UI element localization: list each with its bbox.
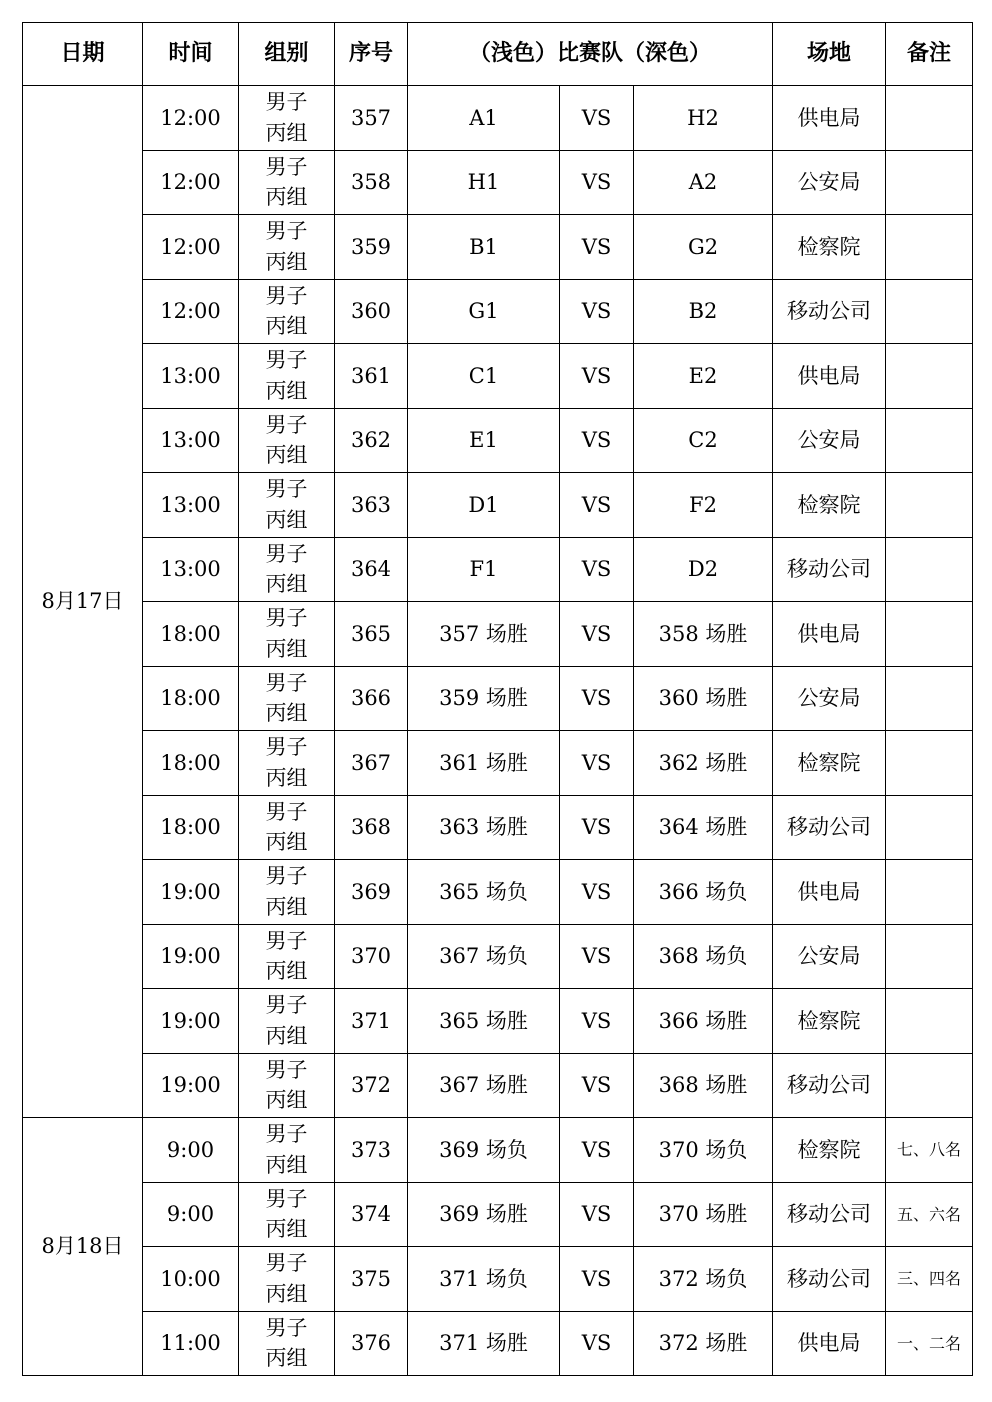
group-line2: 丙组	[265, 830, 308, 855]
time-cell: 13:00	[143, 408, 239, 473]
time-cell: 12:00	[143, 86, 239, 151]
vs-cell: VS	[560, 1311, 634, 1376]
light-team-cell: G1	[408, 279, 560, 344]
table-row	[23, 537, 973, 602]
table-row	[23, 1118, 973, 1183]
venue-cell: 供电局	[773, 1311, 886, 1376]
table-row	[23, 731, 973, 796]
light-team-cell: A1	[408, 86, 560, 151]
group-line2: 丙组	[265, 443, 308, 468]
group-cell	[239, 1053, 335, 1118]
group-line2: 丙组	[265, 959, 308, 984]
group-line1: 男子	[265, 477, 308, 502]
venue-cell: 移动公司	[773, 795, 886, 860]
venue-cell: 检察院	[773, 1118, 886, 1183]
time-cell: 18:00	[143, 731, 239, 796]
vs-cell: VS	[560, 150, 634, 215]
group-line1: 男子	[265, 928, 308, 953]
time-cell: 12:00	[143, 150, 239, 215]
light-team-cell: E1	[408, 408, 560, 473]
seq-cell: 375	[335, 1247, 408, 1312]
table-row	[23, 1247, 973, 1312]
table-row	[23, 408, 973, 473]
group-cell	[239, 150, 335, 215]
seq-cell: 369	[335, 860, 408, 925]
group-line1: 男子	[265, 799, 308, 824]
seq-cell: 376	[335, 1311, 408, 1376]
dark-team-cell: 366 场负	[634, 860, 773, 925]
group-line2: 丙组	[265, 1152, 308, 1177]
group-cell	[239, 1311, 335, 1376]
dark-team-cell: H2	[634, 86, 773, 151]
seq-cell: 358	[335, 150, 408, 215]
group-line1: 男子	[265, 993, 308, 1018]
time-cell: 9:00	[143, 1182, 239, 1247]
time-cell: 12:00	[143, 279, 239, 344]
group-line2: 丙组	[265, 572, 308, 597]
venue-cell: 检察院	[773, 473, 886, 538]
dark-team-cell: 364 场胜	[634, 795, 773, 860]
venue-cell: 公安局	[773, 408, 886, 473]
seq-cell: 367	[335, 731, 408, 796]
group-line1: 男子	[265, 1186, 308, 1211]
group-line1: 男子	[265, 1122, 308, 1147]
note-cell	[886, 989, 973, 1054]
dark-team-cell: A2	[634, 150, 773, 215]
venue-cell: 移动公司	[773, 537, 886, 602]
light-team-cell: C1	[408, 344, 560, 409]
seq-cell: 363	[335, 473, 408, 538]
table-row	[23, 1053, 973, 1118]
group-line2: 丙组	[265, 765, 308, 790]
light-team-cell: 365 场胜	[408, 989, 560, 1054]
group-line2: 丙组	[265, 314, 308, 339]
group-line1: 男子	[265, 1057, 308, 1082]
note-cell	[886, 215, 973, 280]
time-cell: 18:00	[143, 602, 239, 667]
dark-team-cell: 370 场胜	[634, 1182, 773, 1247]
group-cell	[239, 795, 335, 860]
light-team-cell: 357 场胜	[408, 602, 560, 667]
vs-cell: VS	[560, 666, 634, 731]
time-cell: 12:00	[143, 215, 239, 280]
table-row	[23, 1311, 973, 1376]
header-teams: （浅色）比赛队（深色）	[408, 23, 773, 86]
note-cell	[886, 731, 973, 796]
light-team-cell: 369 场胜	[408, 1182, 560, 1247]
table-row	[23, 86, 973, 151]
light-team-cell: 369 场负	[408, 1118, 560, 1183]
dark-team-cell: 368 场负	[634, 924, 773, 989]
header-date: 日期	[23, 23, 143, 86]
table-row	[23, 215, 973, 280]
note-cell	[886, 602, 973, 667]
vs-cell: VS	[560, 1182, 634, 1247]
venue-cell: 供电局	[773, 860, 886, 925]
group-line1: 男子	[265, 1251, 308, 1276]
dark-team-cell: 362 场胜	[634, 731, 773, 796]
venue-cell: 供电局	[773, 86, 886, 151]
table-row	[23, 924, 973, 989]
time-cell: 13:00	[143, 344, 239, 409]
note-cell: 三、四名	[886, 1247, 973, 1312]
time-cell: 13:00	[143, 473, 239, 538]
light-team-cell: 363 场胜	[408, 795, 560, 860]
dark-team-cell: 372 场负	[634, 1247, 773, 1312]
seq-cell: 372	[335, 1053, 408, 1118]
light-team-cell: D1	[408, 473, 560, 538]
group-cell	[239, 473, 335, 538]
header-venue: 场地	[773, 23, 886, 86]
venue-cell: 公安局	[773, 666, 886, 731]
light-team-cell: F1	[408, 537, 560, 602]
dark-team-cell: 360 场胜	[634, 666, 773, 731]
group-line1: 男子	[265, 735, 308, 760]
group-line1: 男子	[265, 864, 308, 889]
note-cell	[886, 537, 973, 602]
table-row	[23, 150, 973, 215]
table-row	[23, 1182, 973, 1247]
note-cell: 一、二名	[886, 1311, 973, 1376]
group-line2: 丙组	[265, 1088, 308, 1113]
seq-cell: 366	[335, 666, 408, 731]
time-cell: 19:00	[143, 924, 239, 989]
light-team-cell: 365 场负	[408, 860, 560, 925]
group-cell	[239, 344, 335, 409]
time-cell: 18:00	[143, 666, 239, 731]
group-line2: 丙组	[265, 249, 308, 274]
note-cell	[886, 795, 973, 860]
time-cell: 19:00	[143, 860, 239, 925]
dark-team-cell: D2	[634, 537, 773, 602]
seq-cell: 371	[335, 989, 408, 1054]
seq-cell: 357	[335, 86, 408, 151]
schedule-body	[23, 86, 973, 1376]
seq-cell: 370	[335, 924, 408, 989]
group-cell	[239, 86, 335, 151]
table-row	[23, 666, 973, 731]
group-line1: 男子	[265, 606, 308, 631]
seq-cell: 374	[335, 1182, 408, 1247]
seq-cell: 368	[335, 795, 408, 860]
group-line1: 男子	[265, 670, 308, 695]
group-line2: 丙组	[265, 1281, 308, 1306]
vs-cell: VS	[560, 731, 634, 796]
time-cell: 19:00	[143, 989, 239, 1054]
note-cell	[886, 666, 973, 731]
note-cell: 七、八名	[886, 1118, 973, 1183]
light-team-cell: 367 场胜	[408, 1053, 560, 1118]
group-line1: 男子	[265, 541, 308, 566]
table-row	[23, 795, 973, 860]
header-time: 时间	[143, 23, 239, 86]
group-cell	[239, 1247, 335, 1312]
group-line2: 丙组	[265, 378, 308, 403]
group-cell	[239, 924, 335, 989]
table-row	[23, 860, 973, 925]
light-team-cell: 371 场负	[408, 1247, 560, 1312]
seq-cell: 359	[335, 215, 408, 280]
note-cell	[886, 473, 973, 538]
group-cell	[239, 1182, 335, 1247]
vs-cell: VS	[560, 279, 634, 344]
seq-cell: 361	[335, 344, 408, 409]
group-line1: 男子	[265, 348, 308, 373]
group-cell	[239, 537, 335, 602]
venue-cell: 检察院	[773, 731, 886, 796]
dark-team-cell: 366 场胜	[634, 989, 773, 1054]
venue-cell: 移动公司	[773, 1053, 886, 1118]
dark-team-cell: B2	[634, 279, 773, 344]
group-line2: 丙组	[265, 636, 308, 661]
table-row	[23, 279, 973, 344]
venue-cell: 移动公司	[773, 1182, 886, 1247]
group-line2: 丙组	[265, 185, 308, 210]
header-note: 备注	[886, 23, 973, 86]
vs-cell: VS	[560, 344, 634, 409]
venue-cell: 公安局	[773, 150, 886, 215]
vs-cell: VS	[560, 924, 634, 989]
group-cell	[239, 666, 335, 731]
seq-cell: 362	[335, 408, 408, 473]
vs-cell: VS	[560, 1053, 634, 1118]
date-cell: 8月18日	[23, 1118, 143, 1376]
light-team-cell: 371 场胜	[408, 1311, 560, 1376]
dark-team-cell: 368 场胜	[634, 1053, 773, 1118]
group-line1: 男子	[265, 219, 308, 244]
group-cell	[239, 215, 335, 280]
group-line2: 丙组	[265, 894, 308, 919]
group-cell	[239, 989, 335, 1054]
venue-cell: 供电局	[773, 344, 886, 409]
group-line1: 男子	[265, 90, 308, 115]
note-cell	[886, 408, 973, 473]
venue-cell: 移动公司	[773, 279, 886, 344]
vs-cell: VS	[560, 1118, 634, 1183]
venue-cell: 检察院	[773, 215, 886, 280]
group-cell	[239, 279, 335, 344]
vs-cell: VS	[560, 537, 634, 602]
vs-cell: VS	[560, 1247, 634, 1312]
venue-cell: 移动公司	[773, 1247, 886, 1312]
header-seq: 序号	[335, 23, 408, 86]
time-cell: 11:00	[143, 1311, 239, 1376]
group-line2: 丙组	[265, 1023, 308, 1048]
light-team-cell: B1	[408, 215, 560, 280]
group-line1: 男子	[265, 412, 308, 437]
dark-team-cell: G2	[634, 215, 773, 280]
vs-cell: VS	[560, 860, 634, 925]
seq-cell: 364	[335, 537, 408, 602]
light-team-cell: 361 场胜	[408, 731, 560, 796]
group-line1: 男子	[265, 283, 308, 308]
group-cell	[239, 731, 335, 796]
venue-cell: 供电局	[773, 602, 886, 667]
vs-cell: VS	[560, 989, 634, 1054]
seq-cell: 365	[335, 602, 408, 667]
dark-team-cell: 370 场负	[634, 1118, 773, 1183]
group-line1: 男子	[265, 154, 308, 179]
note-cell	[886, 344, 973, 409]
note-cell	[886, 150, 973, 215]
table-row	[23, 344, 973, 409]
group-line1: 男子	[265, 1315, 308, 1340]
vs-cell: VS	[560, 408, 634, 473]
group-cell	[239, 860, 335, 925]
vs-cell: VS	[560, 473, 634, 538]
seq-cell: 360	[335, 279, 408, 344]
venue-cell: 检察院	[773, 989, 886, 1054]
date-cell: 8月17日	[23, 86, 143, 1118]
vs-cell: VS	[560, 795, 634, 860]
vs-cell: VS	[560, 86, 634, 151]
schedule-table	[22, 22, 973, 1376]
time-cell: 19:00	[143, 1053, 239, 1118]
table-row	[23, 989, 973, 1054]
dark-team-cell: 358 场胜	[634, 602, 773, 667]
group-cell	[239, 408, 335, 473]
venue-cell: 公安局	[773, 924, 886, 989]
time-cell: 18:00	[143, 795, 239, 860]
note-cell	[886, 86, 973, 151]
table-row	[23, 602, 973, 667]
light-team-cell: H1	[408, 150, 560, 215]
note-cell	[886, 279, 973, 344]
time-cell: 10:00	[143, 1247, 239, 1312]
note-cell	[886, 924, 973, 989]
group-line2: 丙组	[265, 120, 308, 145]
group-line2: 丙组	[265, 507, 308, 532]
header-group: 组别	[239, 23, 335, 86]
group-line2: 丙组	[265, 1217, 308, 1242]
vs-cell: VS	[560, 602, 634, 667]
dark-team-cell: E2	[634, 344, 773, 409]
group-cell	[239, 602, 335, 667]
dark-team-cell: 372 场胜	[634, 1311, 773, 1376]
light-team-cell: 359 场胜	[408, 666, 560, 731]
group-line2: 丙组	[265, 1346, 308, 1371]
note-cell	[886, 860, 973, 925]
dark-team-cell: F2	[634, 473, 773, 538]
header-row	[23, 23, 973, 86]
group-line2: 丙组	[265, 701, 308, 726]
dark-team-cell: C2	[634, 408, 773, 473]
light-team-cell: 367 场负	[408, 924, 560, 989]
note-cell	[886, 1053, 973, 1118]
table-row	[23, 473, 973, 538]
group-cell	[239, 1118, 335, 1183]
time-cell: 9:00	[143, 1118, 239, 1183]
seq-cell: 373	[335, 1118, 408, 1183]
vs-cell: VS	[560, 215, 634, 280]
time-cell: 13:00	[143, 537, 239, 602]
note-cell: 五、六名	[886, 1182, 973, 1247]
